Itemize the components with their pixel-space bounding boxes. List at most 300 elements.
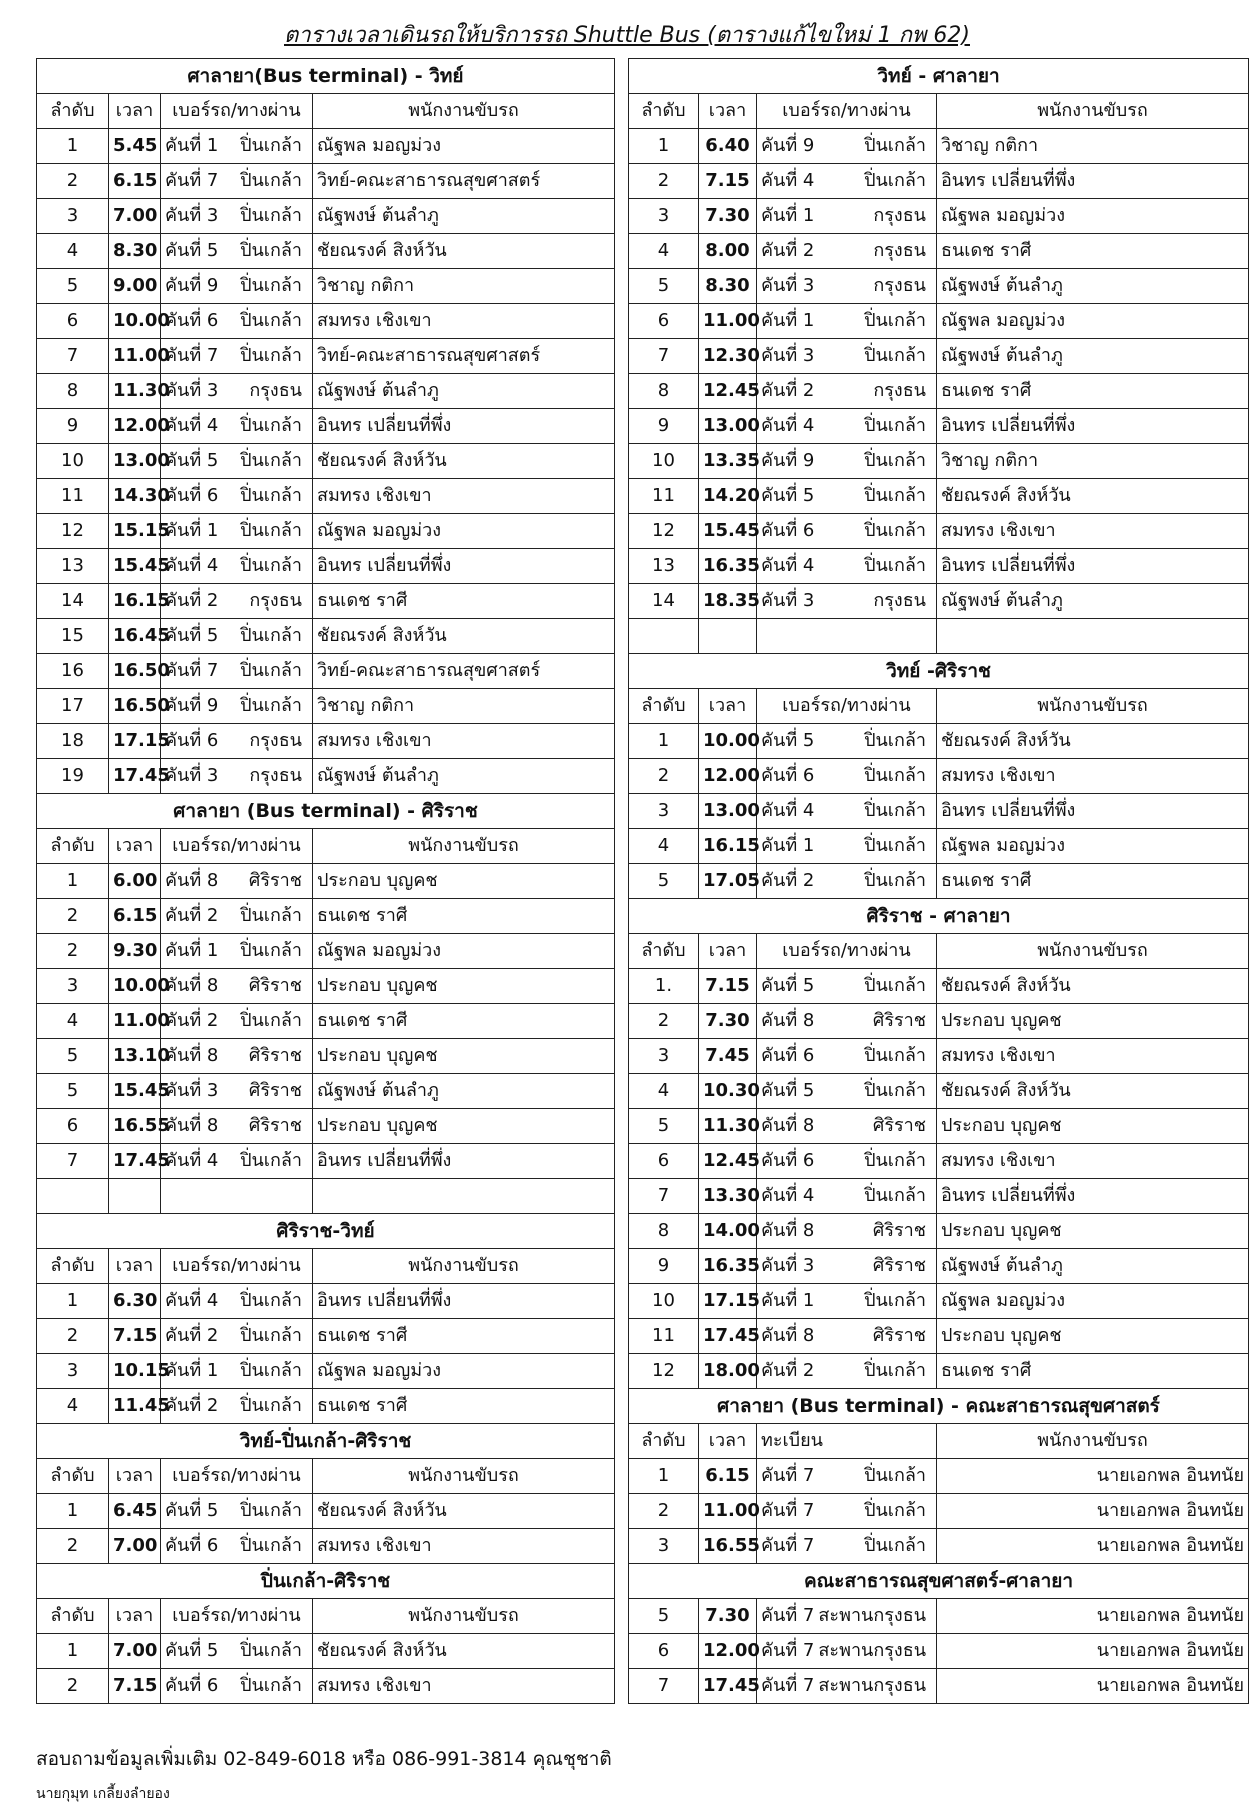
cell-time: 10.00 bbox=[109, 969, 161, 1004]
cell-bus-route bbox=[161, 549, 313, 584]
section-title-row bbox=[629, 1564, 1249, 1599]
cell-seq: 7 bbox=[629, 1179, 699, 1214]
bus-number: คันที่ 8 bbox=[761, 1325, 815, 1346]
cell-seq: 1 bbox=[37, 864, 109, 899]
bus-number: คันที่ 6 bbox=[165, 1535, 219, 1556]
cell-bus-route bbox=[757, 1459, 937, 1494]
bus-number: คันที่ 3 bbox=[165, 765, 219, 786]
cell-time: 7.45 bbox=[699, 1039, 757, 1074]
route-name: ปิ่นเกล้า bbox=[240, 555, 302, 576]
table-row bbox=[629, 1354, 1249, 1389]
cell-bus-route bbox=[757, 514, 937, 549]
route-name: ปิ่นเกล้า bbox=[864, 730, 926, 751]
cell-driver: ธนเดช ราศี bbox=[313, 899, 615, 934]
cell-bus-route bbox=[161, 1634, 313, 1669]
cell-seq: 8 bbox=[629, 374, 699, 409]
cell-seq: 4 bbox=[629, 234, 699, 269]
cell-bus-route bbox=[757, 1669, 937, 1704]
cell-seq: 7 bbox=[37, 339, 109, 374]
table-row bbox=[629, 409, 1249, 444]
bus-number: คันที่ 2 bbox=[165, 905, 219, 926]
cell-time: 6.15 bbox=[109, 899, 161, 934]
cell-time: 7.30 bbox=[699, 1004, 757, 1039]
table-row bbox=[37, 549, 615, 584]
route-name: ศิริราช bbox=[248, 1045, 302, 1066]
bus-number: คันที่ 9 bbox=[165, 695, 219, 716]
table-row bbox=[629, 269, 1249, 304]
table-row bbox=[629, 794, 1249, 829]
bus-number: คันที่ 3 bbox=[761, 345, 815, 366]
cell-bus-route bbox=[757, 759, 937, 794]
cell-driver: วิชาญ กติกา bbox=[937, 129, 1249, 164]
header-bus: เบอร์รถ/ทางผ่าน bbox=[757, 934, 937, 969]
cell-driver: ณัฐพงษ์ ต้นลำภู bbox=[937, 584, 1249, 619]
route-name: ปิ่นเกล้า bbox=[864, 975, 926, 996]
cell-seq: 1. bbox=[629, 969, 699, 1004]
route-name: ปิ่นเกล้า bbox=[240, 1325, 302, 1346]
bus-number: คันที่ 7 bbox=[761, 1640, 815, 1661]
bus-number: คันที่ 1 bbox=[761, 205, 815, 226]
cell-seq: 1 bbox=[629, 129, 699, 164]
cell-time: 13.35 bbox=[699, 444, 757, 479]
route-name: ปิ่นเกล้า bbox=[240, 1395, 302, 1416]
cell-time: 11.45 bbox=[109, 1389, 161, 1424]
cell-bus-route bbox=[161, 304, 313, 339]
cell-time: 7.00 bbox=[109, 1529, 161, 1564]
route-name: ปิ่นเกล้า bbox=[240, 940, 302, 961]
cell-seq: 4 bbox=[629, 1074, 699, 1109]
cell-bus-route bbox=[757, 584, 937, 619]
cell-time: 17.45 bbox=[109, 1144, 161, 1179]
bus-number: คันที่ 3 bbox=[761, 1255, 815, 1276]
route-name: ศิริราช bbox=[872, 1115, 926, 1136]
bus-number: คันที่ 8 bbox=[165, 870, 219, 891]
cell-bus-route bbox=[161, 1494, 313, 1529]
header-driver: พนักงานขับรถ bbox=[937, 934, 1249, 969]
cell-time: 6.15 bbox=[109, 164, 161, 199]
left-schedule-table bbox=[36, 58, 615, 1704]
bus-number: คันที่ 6 bbox=[165, 485, 219, 506]
table-row bbox=[629, 1004, 1249, 1039]
cell-seq: 2 bbox=[629, 1494, 699, 1529]
bus-number: คันที่ 2 bbox=[165, 1010, 219, 1031]
cell-driver: นายเอกพล อินทนัย bbox=[937, 1529, 1249, 1564]
cell-bus-route bbox=[161, 1669, 313, 1704]
cell-driver: อินทร เปลี่ยนที่พึ่ง bbox=[313, 1144, 615, 1179]
cell-bus-route bbox=[757, 129, 937, 164]
cell-time: 16.15 bbox=[109, 584, 161, 619]
cell-driver: อินทร เปลี่ยนที่พึ่ง bbox=[313, 409, 615, 444]
bus-number: คันที่ 4 bbox=[761, 170, 815, 191]
bus-number: คันที่ 2 bbox=[165, 1395, 219, 1416]
route-name: ปิ่นเกล้า bbox=[864, 485, 926, 506]
header-bus: เบอร์รถ/ทางผ่าน bbox=[757, 94, 937, 129]
cell-time: 15.45 bbox=[109, 549, 161, 584]
route-name: กรุงธน bbox=[873, 205, 926, 226]
cell-time: 17.45 bbox=[109, 759, 161, 794]
cell-bus-route bbox=[161, 689, 313, 724]
bus-number: คันที่ 6 bbox=[761, 1150, 815, 1171]
route-name: ปิ่นเกล้า bbox=[864, 1500, 926, 1521]
bus-number: คันที่ 3 bbox=[165, 1080, 219, 1101]
cell-bus-route bbox=[161, 514, 313, 549]
header-time: เวลา bbox=[699, 934, 757, 969]
cell-driver: สมทรง เชิงเขา bbox=[313, 724, 615, 759]
table-row bbox=[37, 759, 615, 794]
cell-driver: ชัยณรงค์ สิงห์วัน bbox=[313, 1634, 615, 1669]
header-driver: พนักงานขับรถ bbox=[937, 94, 1249, 129]
cell-seq: 3 bbox=[37, 199, 109, 234]
cell-time: 7.15 bbox=[109, 1319, 161, 1354]
table-row bbox=[629, 304, 1249, 339]
cell-bus-route bbox=[161, 479, 313, 514]
cell-driver: อินทร เปลี่ยนที่พึ่ง bbox=[937, 164, 1249, 199]
cell-driver: สมทรง เชิงเขา bbox=[937, 1039, 1249, 1074]
cell-bus-route bbox=[161, 1109, 313, 1144]
cell-seq: 6 bbox=[629, 1144, 699, 1179]
table-row bbox=[37, 514, 615, 549]
contact-footer: สอบถามข้อมูลเพิ่มเติม 02-849-6018 หรือ 086-991-3814 คุณชุชาติ bbox=[36, 1748, 612, 1770]
cell-time: 5.45 bbox=[109, 129, 161, 164]
cell-driver: วิชาญ กติกา bbox=[937, 444, 1249, 479]
cell-driver: ณัฐพล มอญม่วง bbox=[937, 199, 1249, 234]
cell-driver: อินทร เปลี่ยนที่พึ่ง bbox=[313, 549, 615, 584]
route-name: ศิริราช bbox=[248, 1080, 302, 1101]
right-schedule-column bbox=[628, 58, 1248, 1704]
cell-time: 16.45 bbox=[109, 619, 161, 654]
table-row bbox=[37, 339, 615, 374]
cell-driver: ธนเดช ราศี bbox=[313, 1319, 615, 1354]
cell-seq: 7 bbox=[629, 1669, 699, 1704]
cell-driver: ณัฐพล มอญม่วง bbox=[313, 934, 615, 969]
route-name: กรุงธน bbox=[249, 590, 302, 611]
table-row bbox=[37, 1354, 615, 1389]
route-name: สะพานกรุงธน bbox=[818, 1640, 926, 1661]
header-seq: ลำดับ bbox=[37, 1459, 109, 1494]
cell-seq: 5 bbox=[37, 269, 109, 304]
table-row bbox=[629, 1599, 1249, 1634]
header-time: เวลา bbox=[109, 94, 161, 129]
cell-driver: สมทรง เชิงเขา bbox=[313, 1669, 615, 1704]
route-name: ปิ่นเกล้า bbox=[864, 310, 926, 331]
section-title-row bbox=[629, 59, 1249, 94]
route-name: ปิ่นเกล้า bbox=[240, 485, 302, 506]
table-row bbox=[37, 934, 615, 969]
table-row bbox=[37, 1179, 615, 1214]
route-name: ปิ่นเกล้า bbox=[240, 1150, 302, 1171]
cell-seq: 9 bbox=[629, 409, 699, 444]
cell-bus-route bbox=[161, 1004, 313, 1039]
section-title-row bbox=[629, 654, 1249, 689]
cell-time: 6.00 bbox=[109, 864, 161, 899]
cell-bus-route bbox=[757, 1249, 937, 1284]
table-row bbox=[37, 1004, 615, 1039]
table-row bbox=[37, 234, 615, 269]
cell-bus-route bbox=[161, 969, 313, 1004]
header-seq: ลำดับ bbox=[629, 94, 699, 129]
cell-driver: ณัฐพงษ์ ต้นลำภู bbox=[937, 1249, 1249, 1284]
cell-bus-route bbox=[161, 654, 313, 689]
route-name: ปิ่นเกล้า bbox=[864, 870, 926, 891]
cell-time: 13.00 bbox=[109, 444, 161, 479]
cell-time: 14.20 bbox=[699, 479, 757, 514]
cell-time: 6.45 bbox=[109, 1494, 161, 1529]
route-name: กรุงธน bbox=[249, 765, 302, 786]
signer-name: นายกุมุท เกลี้ยงลำยอง bbox=[36, 1786, 170, 1802]
cell-seq: 2 bbox=[629, 759, 699, 794]
header-seq: ลำดับ bbox=[629, 689, 699, 724]
cell-driver: ธนเดช ราศี bbox=[313, 1389, 615, 1424]
bus-number: คันที่ 9 bbox=[165, 275, 219, 296]
cell-driver: สมทรง เชิงเขา bbox=[313, 1529, 615, 1564]
cell-driver: วิทย์-คณะสาธารณสุขศาสตร์ bbox=[313, 654, 615, 689]
table-row bbox=[37, 1319, 615, 1354]
route-name: ปิ่นเกล้า bbox=[864, 1535, 926, 1556]
table-row bbox=[37, 969, 615, 1004]
cell-driver: ธนเดช ราศี bbox=[313, 584, 615, 619]
cell-seq: 4 bbox=[37, 1004, 109, 1039]
column-header-row bbox=[629, 1424, 1249, 1459]
route-name: ปิ่นเกล้า bbox=[864, 1360, 926, 1381]
cell-bus-route bbox=[161, 234, 313, 269]
cell-seq: 6 bbox=[37, 304, 109, 339]
cell-seq: 12 bbox=[629, 514, 699, 549]
table-row bbox=[629, 1319, 1249, 1354]
cell-driver: ณัฐพล มอญม่วง bbox=[313, 514, 615, 549]
table-row bbox=[37, 1529, 615, 1564]
cell-time: 16.55 bbox=[699, 1529, 757, 1564]
table-row bbox=[37, 1109, 615, 1144]
cell-bus-route bbox=[757, 304, 937, 339]
cell-seq: 1 bbox=[37, 129, 109, 164]
cell-driver: ณัฐพงษ์ ต้นลำภู bbox=[937, 339, 1249, 374]
cell-seq: 13 bbox=[37, 549, 109, 584]
cell-seq: 11 bbox=[629, 479, 699, 514]
table-row bbox=[629, 1494, 1249, 1529]
route-name: ปิ่นเกล้า bbox=[864, 835, 926, 856]
cell-bus-route bbox=[161, 864, 313, 899]
bus-number: คันที่ 4 bbox=[165, 1290, 219, 1311]
header-bus: เบอร์รถ/ทางผ่าน bbox=[757, 689, 937, 724]
bus-number: คันที่ 7 bbox=[761, 1605, 815, 1626]
table-row bbox=[37, 1494, 615, 1529]
table-row bbox=[629, 1529, 1249, 1564]
bus-number: คันที่ 7 bbox=[761, 1535, 815, 1556]
table-row bbox=[629, 1214, 1249, 1249]
cell-driver: สมทรง เชิงเขา bbox=[937, 514, 1249, 549]
route-name: กรุงธน bbox=[873, 240, 926, 261]
cell-driver: ประกอบ บุญคช bbox=[313, 969, 615, 1004]
cell-bus-route bbox=[757, 724, 937, 759]
bus-number: คันที่ 5 bbox=[165, 1500, 219, 1521]
cell-seq: 15 bbox=[37, 619, 109, 654]
cell-driver: อินทร เปลี่ยนที่พึ่ง bbox=[313, 1284, 615, 1319]
cell-bus-route bbox=[757, 1039, 937, 1074]
route-name: ปิ่นเกล้า bbox=[240, 345, 302, 366]
cell-time: 17.45 bbox=[699, 1319, 757, 1354]
cell-seq: 3 bbox=[629, 1529, 699, 1564]
cell-driver: สมทรง เชิงเขา bbox=[313, 304, 615, 339]
route-name: ศิริราช bbox=[248, 975, 302, 996]
cell-bus-route bbox=[757, 164, 937, 199]
header-seq: ลำดับ bbox=[629, 934, 699, 969]
cell-driver: ประกอบ บุญคช bbox=[313, 864, 615, 899]
table-row bbox=[37, 1144, 615, 1179]
route-name: ปิ่นเกล้า bbox=[240, 520, 302, 541]
column-header-row bbox=[37, 829, 615, 864]
route-name: ศิริราช bbox=[248, 870, 302, 891]
section-title-row bbox=[37, 1424, 615, 1459]
header-driver: พนักงานขับรถ bbox=[313, 1249, 615, 1284]
cell-driver: สมทรง เชิงเขา bbox=[313, 479, 615, 514]
table-row bbox=[629, 864, 1249, 899]
cell-bus-route bbox=[161, 199, 313, 234]
cell-time: 8.30 bbox=[699, 269, 757, 304]
route-name: ปิ่นเกล้า bbox=[240, 1360, 302, 1381]
cell-time: 7.30 bbox=[699, 1599, 757, 1634]
bus-number: คันที่ 7 bbox=[165, 345, 219, 366]
bus-number: คันที่ 6 bbox=[165, 730, 219, 751]
bus-number: คันที่ 2 bbox=[165, 590, 219, 611]
route-name: ศิริราช bbox=[872, 1010, 926, 1031]
cell-seq: 2 bbox=[37, 1529, 109, 1564]
header-bus: เบอร์รถ/ทางผ่าน bbox=[161, 1459, 313, 1494]
cell-bus-route bbox=[757, 1284, 937, 1319]
cell-seq: 13 bbox=[629, 549, 699, 584]
header-time: เวลา bbox=[699, 1424, 757, 1459]
cell-time: 6.15 bbox=[699, 1459, 757, 1494]
bus-number: คันที่ 4 bbox=[761, 1185, 815, 1206]
header-seq: ลำดับ bbox=[37, 829, 109, 864]
bus-number: คันที่ 6 bbox=[165, 1675, 219, 1696]
cell-bus-route bbox=[161, 1354, 313, 1389]
cell-bus-route bbox=[757, 1599, 937, 1634]
route-name: ปิ่นเกล้า bbox=[864, 520, 926, 541]
cell-driver: ชัยณรงค์ สิงห์วัน bbox=[313, 234, 615, 269]
table-row bbox=[629, 199, 1249, 234]
route-name: ปิ่นเกล้า bbox=[864, 1045, 926, 1066]
bus-number: คันที่ 5 bbox=[165, 625, 219, 646]
cell-seq: 5 bbox=[629, 269, 699, 304]
cell-time bbox=[109, 1179, 161, 1214]
section-title: ศาลายา (Bus terminal) - ศิริราช bbox=[37, 794, 615, 829]
cell-bus-route bbox=[757, 1529, 937, 1564]
table-row bbox=[629, 129, 1249, 164]
cell-seq: 10 bbox=[629, 444, 699, 479]
table-row bbox=[37, 1284, 615, 1319]
bus-number: คันที่ 1 bbox=[761, 1290, 815, 1311]
document-title: ตารางเวลาเดินรถให้บริการรถ Shuttle Bus (ตารางแก้ไขใหม่ 1 กพ 62) bbox=[284, 23, 970, 48]
route-name: กรุงธน bbox=[249, 730, 302, 751]
section-title-row bbox=[37, 59, 615, 94]
cell-seq: 2 bbox=[37, 164, 109, 199]
cell-seq: 3 bbox=[629, 794, 699, 829]
bus-number: คันที่ 5 bbox=[165, 1640, 219, 1661]
bus-number: คันที่ 5 bbox=[165, 450, 219, 471]
cell-seq: 11 bbox=[629, 1319, 699, 1354]
cell-driver: ชัยณรงค์ สิงห์วัน bbox=[937, 479, 1249, 514]
header-time: เวลา bbox=[699, 689, 757, 724]
table-row bbox=[37, 689, 615, 724]
bus-number: คันที่ 4 bbox=[165, 415, 219, 436]
section-title-row bbox=[37, 1214, 615, 1249]
table-row bbox=[37, 654, 615, 689]
header-time: เวลา bbox=[699, 94, 757, 129]
header-time: เวลา bbox=[109, 1599, 161, 1634]
bus-number: คันที่ 6 bbox=[165, 310, 219, 331]
cell-time: 11.00 bbox=[699, 304, 757, 339]
route-name: ปิ่นเกล้า bbox=[864, 1290, 926, 1311]
table-row bbox=[629, 444, 1249, 479]
cell-time: 11.30 bbox=[699, 1109, 757, 1144]
cell-seq: 12 bbox=[629, 1354, 699, 1389]
bus-number: คันที่ 1 bbox=[165, 940, 219, 961]
table-row bbox=[629, 829, 1249, 864]
route-name: ปิ่นเกล้า bbox=[864, 450, 926, 471]
cell-time: 15.45 bbox=[109, 1074, 161, 1109]
cell-time: 7.00 bbox=[109, 1634, 161, 1669]
bus-number: คันที่ 1 bbox=[165, 520, 219, 541]
cell-seq bbox=[37, 1179, 109, 1214]
bus-number: คันที่ 9 bbox=[761, 135, 815, 156]
cell-seq: 4 bbox=[629, 829, 699, 864]
bus-number: คันที่ 5 bbox=[761, 485, 815, 506]
route-name: ปิ่นเกล้า bbox=[240, 1640, 302, 1661]
cell-seq: 2 bbox=[37, 899, 109, 934]
bus-number: คันที่ 3 bbox=[165, 380, 219, 401]
section-title-row bbox=[37, 794, 615, 829]
cell-time: 12.45 bbox=[699, 1144, 757, 1179]
cell-bus-route bbox=[757, 794, 937, 829]
route-name: กรุงธน bbox=[873, 275, 926, 296]
cell-seq: 1 bbox=[37, 1284, 109, 1319]
cell-driver: ประกอบ บุญคช bbox=[937, 1319, 1249, 1354]
bus-number: คันที่ 5 bbox=[761, 975, 815, 996]
cell-bus-route bbox=[161, 1319, 313, 1354]
section-title: ปิ่นเกล้า-ศิริราช bbox=[37, 1564, 615, 1599]
section-title: ศิริราช - ศาลายา bbox=[629, 899, 1249, 934]
route-name: ปิ่นเกล้า bbox=[864, 135, 926, 156]
route-name: ศิริราช bbox=[872, 1325, 926, 1346]
cell-bus-route bbox=[757, 1354, 937, 1389]
route-name: ปิ่นเกล้า bbox=[240, 905, 302, 926]
cell-bus-route bbox=[757, 619, 937, 654]
section-title: วิทย์-ปิ่นเกล้า-ศิริราช bbox=[37, 1424, 615, 1459]
cell-bus-route bbox=[161, 269, 313, 304]
bus-number: คันที่ 6 bbox=[761, 1045, 815, 1066]
route-name: ปิ่นเกล้า bbox=[240, 660, 302, 681]
route-name: สะพานกรุงธน bbox=[818, 1675, 926, 1696]
route-name: ปิ่นเกล้า bbox=[240, 1675, 302, 1696]
header-time: เวลา bbox=[109, 1459, 161, 1494]
cell-time: 16.35 bbox=[699, 549, 757, 584]
route-name: ปิ่นเกล้า bbox=[240, 450, 302, 471]
bus-number: คันที่ 2 bbox=[165, 1325, 219, 1346]
cell-time: 12.00 bbox=[699, 1634, 757, 1669]
cell-time: 14.30 bbox=[109, 479, 161, 514]
cell-bus-route bbox=[161, 1074, 313, 1109]
cell-bus-route bbox=[161, 164, 313, 199]
section-title: วิทย์ -ศิริราช bbox=[629, 654, 1249, 689]
cell-time: 10.00 bbox=[109, 304, 161, 339]
cell-time: 11.00 bbox=[109, 339, 161, 374]
cell-driver: ชัยณรงค์ สิงห์วัน bbox=[313, 619, 615, 654]
cell-seq: 9 bbox=[37, 409, 109, 444]
route-name: ศิริราช bbox=[248, 1115, 302, 1136]
table-row bbox=[37, 374, 615, 409]
cell-bus-route bbox=[161, 1284, 313, 1319]
route-name: ปิ่นเกล้า bbox=[240, 1290, 302, 1311]
